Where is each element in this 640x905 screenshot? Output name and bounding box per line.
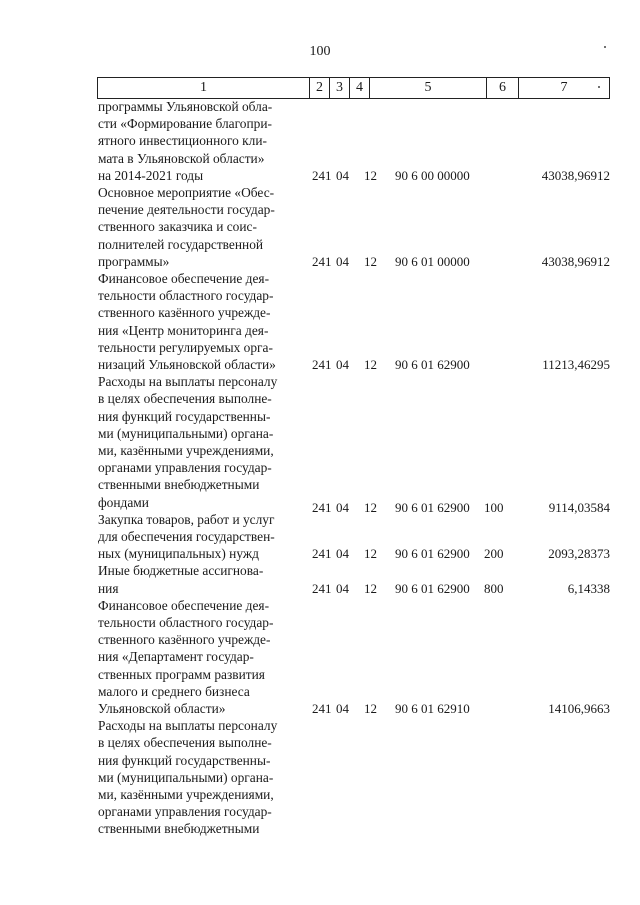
description-line: в целях обеспечения выполне- [98,391,272,407]
cell-amount: 14106,9663 [548,701,610,716]
row-description [98,373,306,511]
description-line: ния функций государственны- [98,752,271,768]
description-line: программы» [98,253,170,269]
header-col-section: 3 [330,78,350,98]
description-line: Закупка товаров, работ и услуг [98,511,275,527]
cell-subsection: 12 [364,253,377,269]
description-line: ственными внебюджетными [98,821,260,837]
description-line: ми, казёнными учреждениями, [98,787,274,802]
cell-target-article: 90 6 01 62900 [395,580,470,596]
row-description [98,511,306,563]
description-line: ственного заказчика и соис- [98,219,257,235]
header-col-subsection: 4 [350,78,370,98]
description-line: полнителей государственной [98,236,264,252]
row-description [98,98,306,184]
cell-amount: 43038,96912 [541,253,610,269]
cell-subsection: 12 [364,580,377,596]
description-line: органами управления государ- [98,804,272,820]
description-line: на 2014-2021 годы [98,167,204,183]
description-line: мата в Ульяновской области» [98,150,265,166]
cell-target-article: 90 6 01 62900 [395,546,470,562]
description-line: Ульяновской области» [98,701,226,717]
description-line: Основное мероприятие «Обес- [98,185,275,200]
header-col-target-article: 5 [370,78,487,98]
cell-section: 04 [336,701,349,716]
description-line: Финансовое обеспечение дея- [98,597,270,613]
description-line: органами управления государ- [98,460,272,476]
cell-subsection: 12 [364,167,377,183]
description-line: ных (муниципальных) нужд [98,546,259,562]
description-line: ния «Департамент государ- [98,649,254,665]
description-line: ми, казёнными учреждениями, [98,443,274,458]
description-line: ственного казённого учрежде- [98,305,271,321]
row-description [98,184,306,270]
cell-section: 04 [336,580,349,596]
description-line: ния «Центр мониторинга дея- [98,322,269,338]
description-line: малого и среднего бизнеса [98,683,250,699]
description-line: ственного казённого учрежде- [98,632,271,648]
description-line: Расходы на выплаты персоналу [98,718,278,734]
cell-expense-type: 100 [484,499,504,515]
cell-amount: 2093,28373 [548,546,610,562]
cell-section: 04 [336,167,349,183]
cell-section: 04 [336,546,349,562]
row-description [98,270,306,373]
cell-amount: 43038,96912 [541,167,610,183]
cell-amount: 11213,46295 [542,357,610,372]
cell-target-article: 90 6 01 62910 [395,701,470,716]
cell-section: 04 [336,499,349,515]
description-line: ственных программ развития [98,666,265,682]
description-line: Финансовое обеспечение дея- [98,271,270,286]
cell-target-article: 90 6 00 00000 [395,167,470,183]
page-number: 100 [309,44,331,59]
cell-expense-type: 800 [484,580,504,596]
description-line: Иные бюджетные ассигнова- [98,563,264,579]
header-col-main-admin: 2 [310,78,330,98]
description-line: тельности областного государ- [98,288,274,304]
cell-subsection: 12 [364,546,377,562]
description-line: для обеспечения государствен- [98,529,275,544]
header-col-description: 1 [98,78,310,98]
cell-target-article: 90 6 01 62900 [395,357,470,372]
cell-section: 04 [336,253,349,269]
description-line: низаций Ульяновской области» [98,357,276,373]
cell-main-admin: 241 [312,580,332,596]
description-line: в целях обеспечения выполне- [98,735,272,751]
cell-main-admin: 241 [312,357,332,372]
cell-amount: 6,14338 [567,580,610,596]
description-line: тельности областного государ- [98,615,274,630]
cell-target-article: 90 6 01 00000 [395,253,470,269]
description-line: ния [98,580,119,596]
cell-amount: 9114,03584 [548,499,610,515]
cell-target-article: 90 6 01 62900 [395,499,470,515]
description-line: ми (муниципальными) органа- [98,425,274,441]
scan-speck [604,46,606,48]
cell-section: 04 [336,357,349,372]
row-description [98,597,306,717]
header-col-expense-type: 6 [487,78,519,98]
description-line: ятного инвестиционного кли- [98,133,267,149]
cell-main-admin: 241 [312,499,332,515]
cell-subsection: 12 [364,357,377,372]
cell-main-admin: 241 [312,167,332,183]
table-header [97,77,610,99]
cell-main-admin: 241 [312,253,332,269]
row-description [98,562,306,596]
cell-subsection: 12 [364,701,377,716]
description-line: ственными внебюджетными [98,477,260,493]
cell-subsection: 12 [364,499,377,515]
row-description [98,717,306,837]
description-line: тельности регулируемых орга- [98,339,273,355]
description-line: сти «Формирование благопри- [98,116,272,132]
header-col-amount: 7 [560,80,568,95]
description-line: Расходы на выплаты персоналу [98,374,278,390]
description-line: ния функций государственны- [98,408,271,424]
cell-main-admin: 241 [312,546,332,562]
cell-main-admin: 241 [312,701,332,716]
cell-expense-type: 200 [484,546,504,562]
description-line: печение деятельности государ- [98,202,275,218]
description-line: программы Ульяновской обла- [98,99,273,114]
description-line: ми (муниципальными) органа- [98,769,274,785]
description-line: фондами [98,494,149,510]
